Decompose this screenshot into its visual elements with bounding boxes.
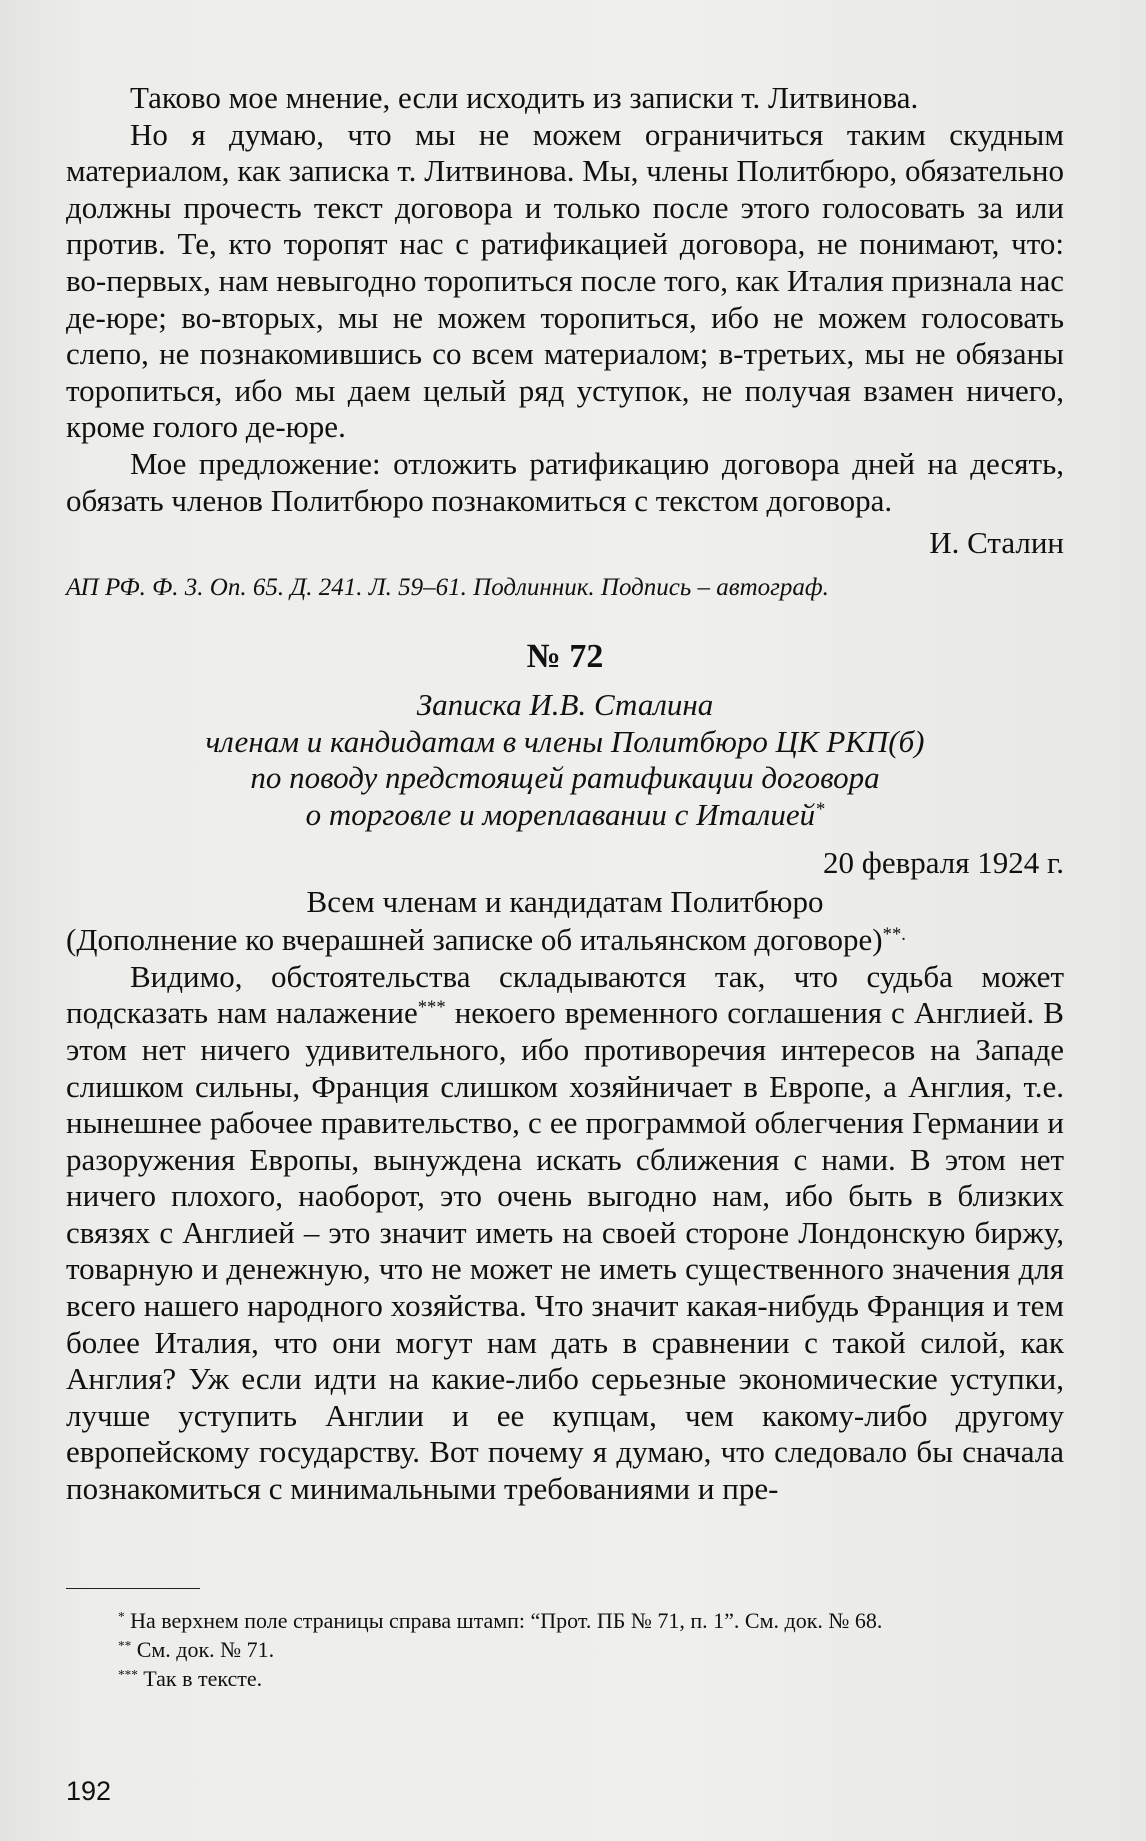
footnote-marker: ** bbox=[118, 1637, 132, 1653]
paragraph-argument: Но я думаю, что мы не можем ограничиться таким скудным материалом, как записка т. Литвинова. Мы, члены Политбюро, обязательно должны прочесть текст договора и только после этого голосовать за или против. Те, кто торопят нас с ратификацией договора, не понимают, что: во-первых, нам невыгодно торопиться после того, как Италия признала нас де-юре; во-вторых, мы не можем торопиться, ибо не можем голосовать слепо, не познакомившись со всем материалом; в-третьих, мы не обязаны торопиться, ибо мы даем целый ряд уступок, не получая взамен ничего, кроме голого де-юре. bbox=[66, 116, 1064, 445]
footnote-text: См. док. № 71. bbox=[131, 1637, 275, 1662]
document-body bbox=[66, 959, 1064, 1508]
document-title-line: членам и кандидатам в члены Политбюро ЦК РКП(б) bbox=[205, 723, 925, 759]
footnote bbox=[66, 1635, 1064, 1664]
page-number: 192 bbox=[66, 1776, 112, 1806]
main-text-column bbox=[66, 80, 1064, 1508]
footnote-divider bbox=[66, 1588, 200, 1589]
footnote bbox=[66, 1664, 1064, 1693]
body-text-start: Видимо, обстоятельства складываются так, что судьба может подсказать нам налажение bbox=[66, 958, 1064, 1031]
footnote-marker: *** bbox=[118, 1666, 138, 1682]
document-date: 20 февраля 1924 г. bbox=[823, 845, 1064, 881]
footnotes bbox=[66, 1606, 1064, 1693]
document-addressee: Всем членам и кандидатам Политбюро bbox=[306, 884, 824, 920]
document-title-last-line: о торговле и мореплавании с Италией bbox=[305, 796, 816, 832]
signature: И. Сталин bbox=[929, 525, 1064, 561]
supplement-line bbox=[66, 922, 1064, 959]
supplement-text: (Дополнение ко вчерашней записке об итальянском договоре) bbox=[66, 922, 883, 958]
document-title-line: по поводу предстоящей ратификации договора bbox=[250, 760, 880, 796]
footnote-text: Так в тексте. bbox=[137, 1666, 263, 1691]
paragraph-opinion: Таково мое мнение, если исходить из записки т. Литвинова. bbox=[130, 80, 919, 115]
footnote-marker: **. bbox=[882, 923, 906, 945]
footnote-text: На верхнем поле страницы справа штамп: “Прот. ПБ № 71, п. 1”. См. док. № 68. bbox=[124, 1608, 883, 1633]
footnote-marker: * bbox=[815, 798, 825, 820]
footnote-marker: * bbox=[118, 1608, 125, 1624]
body-text-rest: некоего временного соглашения с Англией. В этом нет ничего удивительного, ибо противоречия интересов на Западе слишком сильны, Франция слишком хозяйничает в Европе, а Англия, т.е. нынешнее рабочее правительство, с ее программой облегчения Германии и разоружения Европы, вынуждена искать сближения с нами. В этом нет ничего плохого, наоборот, это очень выгодно нам, ибо быть в близких связях с Англией – это значит иметь на своей стороне Лондонскую биржу, товарную и денежную, что не может не иметь существенного значения для всего нашего народного хозяйства. Что значит какая-нибудь Франция и тем более Италия, что они могут нам дать в сравнении с такой силой, как Англия? Уж если идти на какие-либо серьезные экономические уступки, лучше уступить Англии и ее купцам, чем какому-либо другому европейскому государству. Вот почему я думаю, что следовало бы сначала познакомиться с минимальными требованиями и пре- bbox=[66, 995, 1064, 1507]
document-title bbox=[66, 687, 1064, 833]
footnote-marker: *** bbox=[417, 997, 446, 1019]
paragraph-proposal: Мое предложение: отложить ратификацию договора дней на десять, обязать членов Политбюро познакомиться с текстом договора. bbox=[66, 445, 1064, 518]
document-title-line bbox=[66, 797, 1064, 834]
document-number: № 72 bbox=[526, 638, 604, 676]
document-title-line: Записка И.В. Сталина bbox=[416, 687, 714, 723]
archive-source-note: АП РФ. Ф. 3. Оп. 65. Д. 241. Л. 59–61. Подлинник. Подпись – автограф. bbox=[66, 574, 829, 602]
footnote bbox=[66, 1606, 1064, 1635]
